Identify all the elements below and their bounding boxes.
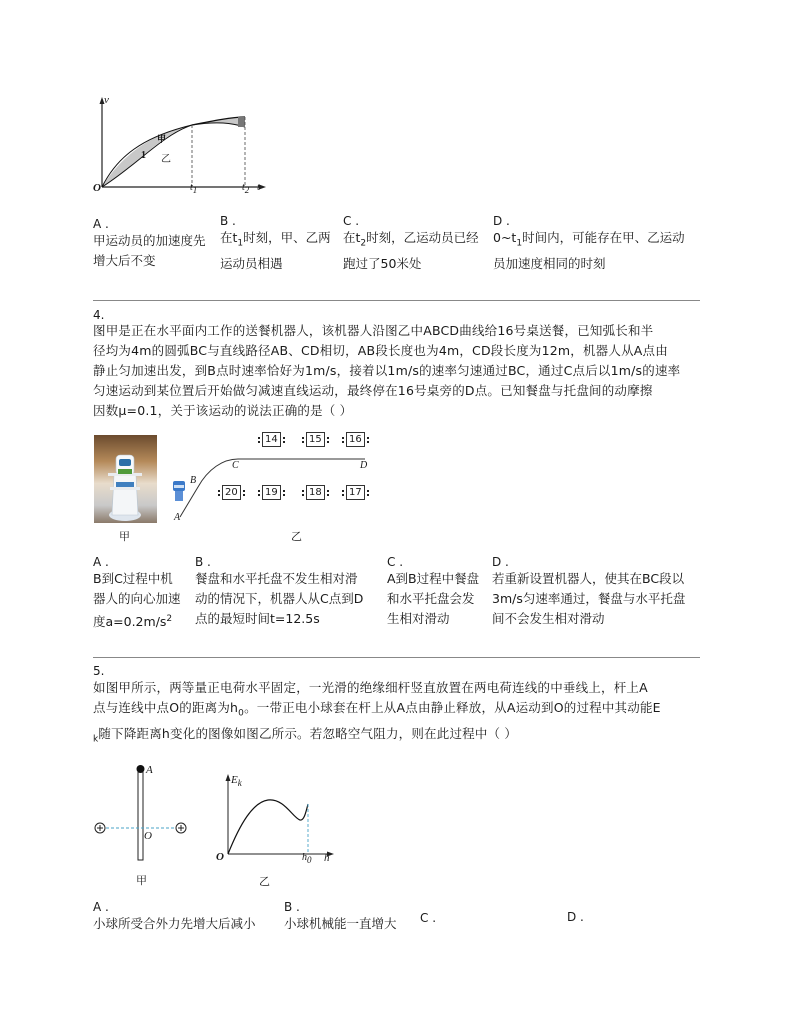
option-letter: C . bbox=[420, 911, 437, 925]
option-text: 运动员相遇 bbox=[220, 255, 283, 271]
option-text: A到B过程中餐盘 bbox=[387, 571, 480, 586]
q4-table-15: 15 bbox=[302, 432, 329, 447]
q4-stem bbox=[93, 321, 713, 421]
q4-robot-photo bbox=[94, 435, 157, 523]
q4-number: 4. bbox=[93, 308, 105, 322]
q4-table-16: 16 bbox=[342, 432, 369, 447]
option-text: 餐盘和水平托盘不发生相对滑 bbox=[195, 571, 358, 586]
option-text: 小球所受合外力先增大后减小 bbox=[93, 916, 256, 931]
option-text: 动的情况下，机器人从C点到D bbox=[195, 591, 364, 606]
q5-stem bbox=[93, 678, 713, 749]
stem-line: 静止匀加速出发，到B点时速率恰好为1m/s，接着以1m/s的速率匀速通过BC，通过C点后以1m/s的速率 bbox=[93, 363, 681, 378]
q3-option-b[interactable] bbox=[220, 214, 342, 274]
option-letter: A . bbox=[93, 555, 109, 569]
q4-option-a[interactable] bbox=[93, 555, 193, 632]
option-text: 在$t_2$时刻，乙运动员已经 bbox=[343, 230, 479, 249]
option-text: $0\sim t_1$时间内，可能存在甲、乙运动 bbox=[493, 230, 685, 249]
q5-number: 5. bbox=[93, 664, 105, 678]
q4-option-d[interactable] bbox=[492, 555, 714, 629]
option-letter: C . bbox=[343, 214, 360, 228]
option-text: 在$t_1$时刻，甲、乙两 bbox=[220, 230, 331, 249]
option-text: 若重新设置机器人，使其在BC段以 bbox=[492, 571, 685, 586]
option-text: 器人的向心加速 bbox=[93, 591, 181, 606]
q4-table-14: 14 bbox=[258, 432, 285, 447]
divider-q3-q4 bbox=[93, 300, 700, 301]
option-text: 点的最短时间t=12.5s bbox=[195, 611, 320, 626]
option-text: 甲运动员的加速度先 bbox=[93, 233, 206, 248]
divider-q4-q5 bbox=[93, 657, 700, 658]
q5-label-a: A bbox=[146, 764, 153, 776]
stem-line: $_k$随下降距离h变化的图像如图乙所示。若忽略空气阻力，则在此过程中（ ） bbox=[93, 725, 518, 744]
q5-caption-jia: 甲 bbox=[136, 874, 147, 887]
q3-label-yi: 乙 bbox=[161, 154, 171, 165]
option-text: 增大后不变 bbox=[93, 253, 156, 268]
q3-option-c[interactable] bbox=[343, 214, 493, 274]
stem-line: 径均为4m的圆弧BC与直线路径AB、CD相切，AB段长度也为4m，CD段长度为12m，机器人从A点由 bbox=[93, 343, 668, 358]
q5-rod-diagram bbox=[90, 760, 190, 865]
option-text: 和水平托盘会发 bbox=[387, 591, 475, 606]
q4-caption-yi: 乙 bbox=[291, 530, 302, 543]
q3-t2-label: t2 bbox=[242, 182, 250, 195]
option-text: 3m/s匀速率通过，餐盘与水平托盘 bbox=[492, 591, 686, 606]
q4-point-c: C bbox=[232, 460, 239, 471]
q4-option-b[interactable] bbox=[195, 555, 385, 629]
q3-option-a[interactable] bbox=[93, 217, 218, 271]
option-letter: D . bbox=[492, 555, 509, 569]
option-text: 生相对滑动 bbox=[387, 611, 450, 626]
option-letter: A . bbox=[93, 217, 109, 231]
q5-option-d[interactable] bbox=[567, 910, 707, 924]
q5-caption-yi: 乙 bbox=[259, 875, 270, 888]
q5-ek-label: $E_k$ bbox=[231, 774, 242, 789]
q3-origin-label: O bbox=[93, 182, 101, 194]
q4-caption-jia: 甲 bbox=[119, 530, 130, 543]
positive-charge-right-icon bbox=[176, 823, 186, 833]
q5-option-a[interactable] bbox=[93, 900, 283, 934]
q3-label-jia: 甲 bbox=[157, 135, 167, 145]
stem-line: 因数μ=0.1，关于该运动的说法正确的是（ ） bbox=[93, 403, 353, 418]
option-text: 度$a=0.2m/s^2$ bbox=[93, 614, 173, 630]
q4-point-b: B bbox=[190, 475, 197, 486]
q5-option-b[interactable] bbox=[284, 900, 419, 934]
option-text: 间不会发生相对滑动 bbox=[492, 611, 605, 626]
option-letter: D . bbox=[567, 910, 584, 924]
q4-option-c[interactable] bbox=[387, 555, 487, 629]
option-text: 小球机械能一直增大 bbox=[284, 916, 397, 931]
q3-label-1: 1 bbox=[141, 150, 146, 161]
option-letter: D . bbox=[493, 214, 510, 228]
option-letter: B . bbox=[195, 555, 211, 569]
option-letter: B . bbox=[284, 900, 300, 914]
stem-line: 点与连线中点O的距离为$h_0$。一带正电小球套在杆上从A点由静止释放，从A运动到O的过程中其动能E bbox=[93, 700, 661, 719]
q4-point-a: A bbox=[174, 512, 181, 523]
robot-icon bbox=[173, 481, 185, 501]
q3-option-d[interactable] bbox=[493, 214, 708, 274]
q4-table-19: 19 bbox=[258, 485, 285, 500]
q3-t1-label: t1 bbox=[190, 182, 198, 195]
stem-line: 如图甲所示，两等量正电荷水平固定，一光滑的绝缘细杆竖直放置在两电荷连线的中垂线上，杆上A bbox=[93, 680, 648, 695]
q4-point-d: D bbox=[360, 460, 368, 471]
q3-v-axis-label: v bbox=[104, 94, 109, 106]
option-text: 跑过了50米处 bbox=[343, 255, 422, 271]
option-letter: C . bbox=[387, 555, 404, 569]
q5-h0-label: h0 bbox=[302, 852, 312, 865]
q4-table-18: 18 bbox=[302, 485, 329, 500]
q5-h-label: h bbox=[324, 852, 330, 864]
option-letter: A . bbox=[93, 900, 109, 914]
q4-table-17: 17 bbox=[342, 485, 369, 500]
option-letter: B . bbox=[220, 214, 236, 228]
q5-origin-label: O bbox=[216, 851, 224, 863]
positive-charge-left-icon bbox=[95, 823, 105, 833]
stem-line: 匀速运动到某位置后开始做匀减速直线运动，最终停在16号桌旁的D点。已知餐盘与托盘间的动摩擦 bbox=[93, 383, 653, 398]
q3-t-axis-label: t bbox=[257, 181, 261, 193]
option-text: B到C过程中机 bbox=[93, 571, 173, 586]
q5-label-o: O bbox=[144, 830, 152, 842]
option-text: 员加速度相同的时刻 bbox=[493, 255, 606, 271]
stem-line: 图甲是正在水平面内工作的送餐机器人，该机器人沿图乙中ABCD曲线给16号桌送餐，已知弧长和半 bbox=[93, 323, 654, 338]
q4-table-20: 20 bbox=[218, 485, 245, 500]
q5-option-c[interactable] bbox=[420, 911, 560, 925]
